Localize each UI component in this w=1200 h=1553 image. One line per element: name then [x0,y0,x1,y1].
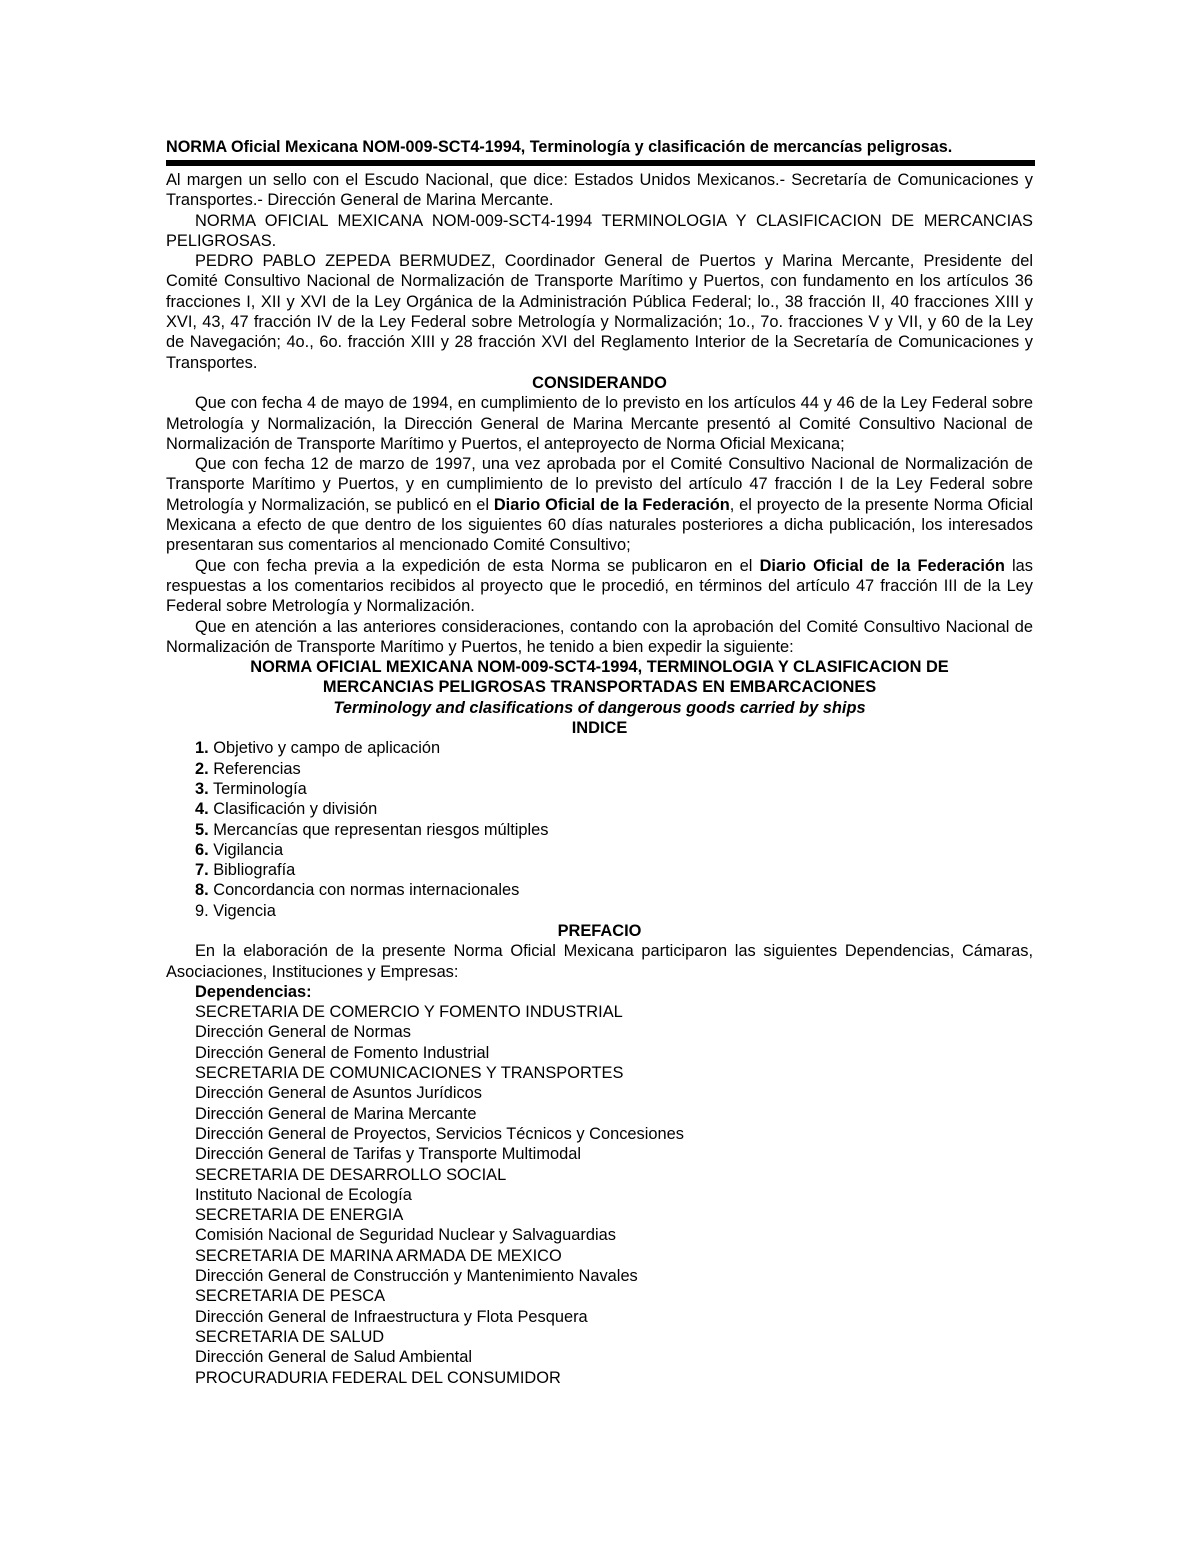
indice-list [166,738,1033,921]
dependencias-list [166,982,1033,1388]
considerando-paragraph-2 [166,454,1033,555]
item-label: Vigilancia [213,840,284,859]
intro-paragraph-norma: NORMA OFICIAL MEXICANA NOM-009-SCT4-1994 TERMINOLOGIA Y CLASIFICACION DE MERCANCIAS PELIGROSAS. [166,211,1033,250]
item-number: 4. [195,800,209,819]
list-item: SECRETARIA DE MARINA ARMADA DE MEXICO [195,1246,562,1265]
list-item [195,738,1033,758]
list-item [195,820,1033,840]
considerando-paragraph-1: Que con fecha 4 de mayo de 1994, en cumplimiento de lo previsto en los artículos 44 y 46 de la Ley Federal sobre Metrología y Normalización, la Dirección General de Marina Mercante presentó al Comité Consultivo Nacional de Normalización de Transporte Marítimo y Puertos, el anteproyecto de Norma Oficial Mexicana; [166,394,1033,453]
dependencias-label: Dependencias: [195,982,312,1001]
intro-paragraph-signatory: PEDRO PABLO ZEPEDA BERMUDEZ, Coordinador General de Puertos y Marina Mercante, Presidente del Comité Consultivo Nacional de Normalización de Transporte Marítimo y Puertos, con fundamento en los artículos 36 fracciones I, XII y XVI de la Ley Orgánica de la Administración Pública Federal; lo., 38 fracción II, 40 fracciones XIII y XVI, 43, 47 fracción IV de la Ley Federal sobre Metrología y Normalización; 1o., 7o. fracciones V y VII, y 60 de la Ley de Navegación; 4o., 6o. fracción XIII y 28 fracción XVI del Reglamento Interior de la Secretaría de Comunicaciones y Transportes. [166,252,1033,372]
list-item [195,901,1033,921]
paragraph-text: Que con fecha previa a la expedición de esta Norma se publicaron en el [195,556,760,575]
list-item: Dirección General de Infraestructura y Flota Pesquera [195,1307,588,1326]
list-item: SECRETARIA DE COMERCIO Y FOMENTO INDUSTRIAL [195,1003,623,1022]
item-label: Objetivo y campo de aplicación [213,739,441,758]
list-item [195,779,1033,799]
diario-oficial-reference: Diario Oficial de la Federación [493,495,730,514]
item-label: Concordancia con normas internacionales [213,881,520,900]
list-item: Dirección General de Proyectos, Servicios Técnicos y Concesiones [195,1124,684,1143]
paragraph-text: , el proyecto de la presente Norma Oficial Mexicana a efecto de que dentro de los siguientes 60 días naturales posteriores a dicha publicación, los interesados presentaran sus comentarios al mencionado Comité Consultivo; [166,495,1034,555]
item-label: Bibliografía [213,861,296,880]
list-item: Dirección General de Salud Ambiental [195,1348,472,1367]
norma-heading-line-2: MERCANCIAS PELIGROSAS TRANSPORTADAS EN EMBARCACIONES [322,678,877,697]
item-label: Vigencia [213,901,276,920]
item-number: 9. [195,901,209,920]
list-item: Dirección General de Asuntos Jurídicos [195,1084,482,1103]
norma-heading-line-1: NORMA OFICIAL MEXICANA NOM-009-SCT4-1994, TERMINOLOGIA Y CLASIFICACION DE [250,658,949,677]
item-number: 5. [195,820,209,839]
title-rule [166,160,1035,166]
list-item: SECRETARIA DE DESARROLLO SOCIAL [195,1165,507,1184]
prefacio-heading: PREFACIO [557,921,642,940]
intro-paragraph-seal: Al margen un sello con el Escudo Nacional, que dice: Estados Unidos Mexicanos.- Secretaría de Comunicaciones y Transportes.- Dirección General de Marina Mercante. [166,171,1033,210]
indice-heading: INDICE [571,719,628,738]
item-number: 6. [195,840,209,859]
list-item [195,840,1033,860]
item-number: 2. [195,759,209,778]
item-number: 7. [195,861,209,880]
considerando-paragraph-3 [166,556,1033,617]
paragraph-text: las respuestas a los comentarios recibidos al proyecto que le procedió, en términos del artículo 47 fracción III de la Ley Federal sobre Metrología y Normalización. [166,556,1033,616]
item-label: Terminología [212,779,307,798]
list-item: Dirección General de Normas [195,1023,411,1042]
list-item [195,860,1033,880]
considerando-paragraph-4: Que en atención a las anteriores consideraciones, contando con la aprobación del Comité Consultivo Nacional de Normalización de Transporte Marítimo y Puertos, he tenido a bien expedir la siguiente: [166,617,1033,656]
list-item: SECRETARIA DE ENERGIA [195,1206,404,1225]
item-label: Mercancías que representan riesgos múltiples [213,820,549,839]
list-item: Dirección General de Fomento Industrial [195,1043,490,1062]
english-title: Terminology and clasifications of dangerous goods carried by ships [333,698,866,717]
item-label: Referencias [213,759,301,778]
list-item: Comisión Nacional de Seguridad Nuclear y Salvaguardias [195,1226,616,1245]
item-number: 1. [195,739,209,758]
item-number: 8. [195,881,209,900]
list-item: Instituto Nacional de Ecología [195,1185,412,1204]
list-item: SECRETARIA DE COMUNICACIONES Y TRANSPORTES [195,1064,624,1083]
considerando-heading: CONSIDERANDO [532,373,667,392]
paragraph-text: Que con fecha 12 de marzo de 1997, una vez aprobada por el Comité Consultivo Nacional de Normalización de Transporte Marítimo y Puertos, y en cumplimiento de lo previsto del artículo 47 fracción I de la Ley Federal sobre Metrología y Normalización, se publicó en el [166,455,1033,514]
diario-oficial-reference: Diario Oficial de la Federación [759,556,1005,575]
list-item: SECRETARIA DE PESCA [195,1287,386,1306]
list-item: Dirección General de Tarifas y Transporte Multimodal [195,1145,581,1164]
list-item: Dirección General de Construcción y Mantenimiento Navales [195,1267,638,1286]
document-page [166,136,1033,1388]
prefacio-paragraph: En la elaboración de la presente Norma Oficial Mexicana participaron las siguientes Dependencias, Cámaras, Asociaciones, Instituciones y Empresas: [166,942,1033,981]
list-item [195,880,1033,900]
list-item: PROCURADURIA FEDERAL DEL CONSUMIDOR [195,1368,561,1387]
item-number: 3. [195,779,209,798]
item-label: Clasificación y división [213,800,378,819]
document-title: NORMA Oficial Mexicana NOM-009-SCT4-1994, Terminología y clasificación de mercancías peligrosas. [166,138,953,156]
list-item: Dirección General de Marina Mercante [195,1104,477,1123]
list-item: SECRETARIA DE SALUD [195,1327,385,1346]
list-item [195,799,1033,819]
list-item [195,759,1033,779]
